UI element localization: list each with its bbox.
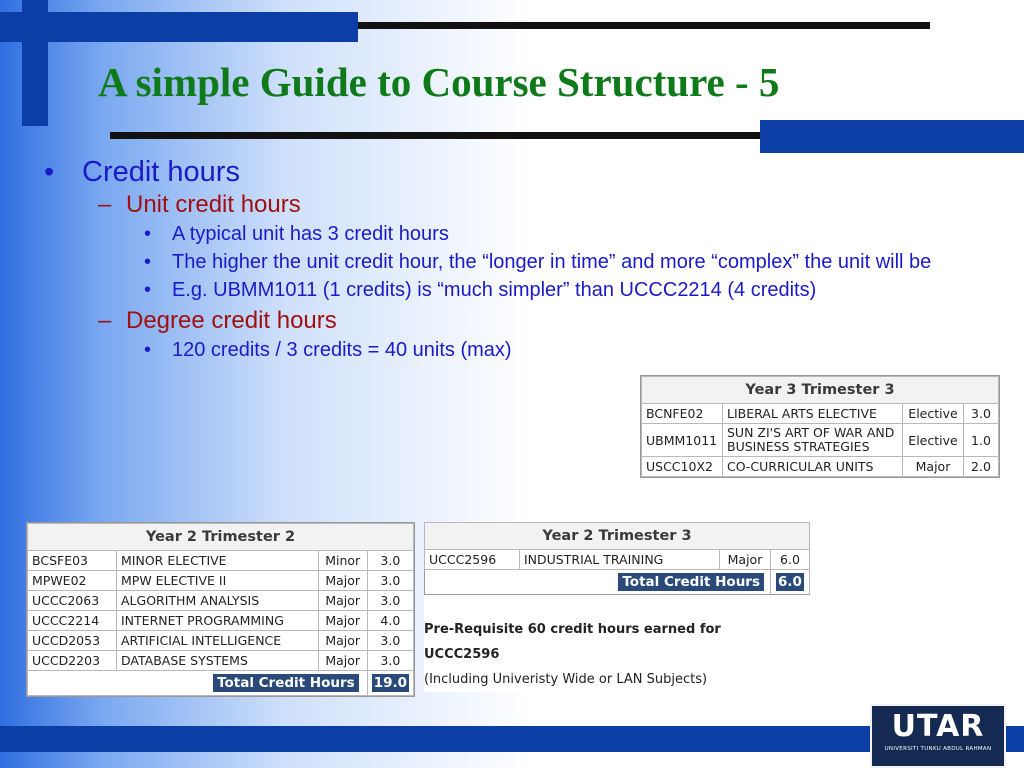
utar-logo [870, 704, 1006, 768]
course-code: UBMM1011 [642, 424, 723, 457]
table-row [642, 404, 999, 424]
prereq-line-1: Pre-Requisite 60 credit hours earned for [424, 622, 721, 637]
course-code: USCC10X2 [642, 457, 723, 477]
course-type: Elective [903, 404, 964, 424]
course-name: DATABASE SYSTEMS [117, 651, 319, 671]
course-type: Elective [903, 424, 964, 457]
table-row [642, 457, 999, 477]
course-credits: 2.0 [964, 457, 999, 477]
bullet-list [40, 156, 990, 367]
year3-trimester3-table-frame [640, 375, 1000, 478]
sub-bullet-text: Degree credit hours [126, 307, 337, 334]
total-row [425, 570, 810, 595]
table-header: Year 2 Trimester 2 [28, 524, 414, 551]
total-label-cell [28, 671, 368, 696]
sub-sub-bullet-text: A typical unit has 3 credit hours [172, 223, 449, 245]
sub-sub-bullet [40, 339, 642, 361]
table-row [642, 424, 999, 457]
table-row [28, 631, 414, 651]
bullet-text: Credit hours [82, 156, 240, 188]
course-name: ARTIFICIAL INTELLIGENCE [117, 631, 319, 651]
course-type: Major [318, 631, 367, 651]
bullet-marker: • [144, 223, 152, 245]
course-name: CO-CURRICULAR UNITS [723, 457, 903, 477]
dash-marker: – [98, 307, 112, 334]
course-credits: 1.0 [964, 424, 999, 457]
total-label-cell [425, 570, 771, 595]
prereq-line-3: (Including Univeristy Wide or LAN Subjects) [424, 672, 708, 687]
course-code: UCCC2596 [425, 550, 520, 570]
slide-title: A simple Guide to Course Structure - 5 [98, 59, 780, 105]
course-code: BCNFE02 [642, 404, 723, 424]
course-credits: 3.0 [964, 404, 999, 424]
course-type: Major [903, 457, 964, 477]
top-black-rule [358, 22, 930, 29]
course-name: INDUSTRIAL TRAINING [520, 550, 720, 570]
bullet-marker: • [144, 251, 152, 273]
course-type: Major [318, 571, 367, 591]
sub-sub-bullet [40, 279, 992, 301]
course-type: Major [318, 591, 367, 611]
sub-sub-bullet-text: 120 credits / 3 credits = 40 units (max) [172, 339, 512, 361]
course-type: Major [318, 611, 367, 631]
table-row [28, 611, 414, 631]
total-value-cell [367, 671, 413, 696]
bullet-marker: • [144, 279, 152, 301]
course-type: Major [720, 550, 771, 570]
table-row [28, 651, 414, 671]
total-credit-hours-label: Total Credit Hours [618, 573, 764, 591]
total-credit-hours-label: Total Credit Hours [213, 674, 359, 692]
prerequisite-note [424, 617, 810, 692]
bullet-marker: • [144, 339, 152, 361]
sub-sub-bullet [40, 251, 992, 273]
year2-trimester3-table-frame [424, 522, 810, 692]
prereq-line-2: UCCC2596 [424, 647, 500, 662]
course-credits: 3.0 [367, 631, 413, 651]
course-credits: 3.0 [367, 551, 413, 571]
course-type: Minor [318, 551, 367, 571]
course-code: MPWE02 [28, 571, 117, 591]
bullet-credit-hours [40, 156, 990, 189]
right-blue-bar [760, 120, 1024, 153]
course-code: BCSFE03 [28, 551, 117, 571]
course-name: INTERNET PROGRAMMING [117, 611, 319, 631]
course-name: MPW ELECTIVE II [117, 571, 319, 591]
course-type: Major [318, 651, 367, 671]
total-row [28, 671, 414, 696]
year2-trimester2-table-frame [26, 522, 415, 697]
course-credits: 3.0 [367, 591, 413, 611]
table-row [425, 550, 810, 570]
sub-sub-bullet-text: The higher the unit credit hour, the “longer in time” and more “complex” the unit will be [172, 251, 932, 273]
sub-bullet-unit-credit-hours [40, 191, 990, 219]
course-code: UCCC2214 [28, 611, 117, 631]
course-code: UCCD2203 [28, 651, 117, 671]
year2-trimester3-table [424, 522, 810, 595]
table-header: Year 2 Trimester 3 [425, 523, 810, 550]
vertical-blue-bar [22, 0, 48, 126]
top-blue-bar [0, 12, 358, 42]
dash-marker: – [98, 191, 112, 218]
total-credit-hours-value: 19.0 [373, 675, 407, 691]
course-name: ALGORITHM ANALYSIS [117, 591, 319, 611]
sub-bullet-text: Unit credit hours [126, 191, 301, 218]
course-credits: 6.0 [771, 550, 810, 570]
course-name: MINOR ELECTIVE [117, 551, 319, 571]
total-value-cell [771, 570, 810, 595]
year2-trimester2-table [27, 523, 414, 696]
course-code: UCCC2063 [28, 591, 117, 611]
course-name: SUN ZI'S ART OF WAR AND BUSINESS STRATEGIES [723, 424, 903, 457]
sub-sub-bullet-text: E.g. UBMM1011 (1 credits) is “much simpler” than UCCC2214 (4 credits) [172, 279, 817, 301]
sub-sub-bullet [40, 223, 992, 245]
course-credits: 3.0 [367, 571, 413, 591]
table-row [28, 551, 414, 571]
course-credits: 3.0 [367, 651, 413, 671]
bullet-marker: • [44, 156, 55, 188]
table-row [28, 571, 414, 591]
logo-subtitle: UNIVERSITI TUNKU ABDUL RAHMAN [884, 746, 992, 752]
sub-bullet-degree-credit-hours [40, 307, 990, 335]
logo-wordmark: UTAR [891, 709, 985, 744]
table-row [28, 591, 414, 611]
year3-trimester3-table [641, 376, 999, 477]
course-credits: 4.0 [367, 611, 413, 631]
table-header: Year 3 Trimester 3 [642, 377, 999, 404]
course-code: UCCD2053 [28, 631, 117, 651]
course-name: LIBERAL ARTS ELECTIVE [723, 404, 903, 424]
title-underline-rule [110, 132, 760, 139]
total-credit-hours-value: 6.0 [778, 574, 802, 590]
